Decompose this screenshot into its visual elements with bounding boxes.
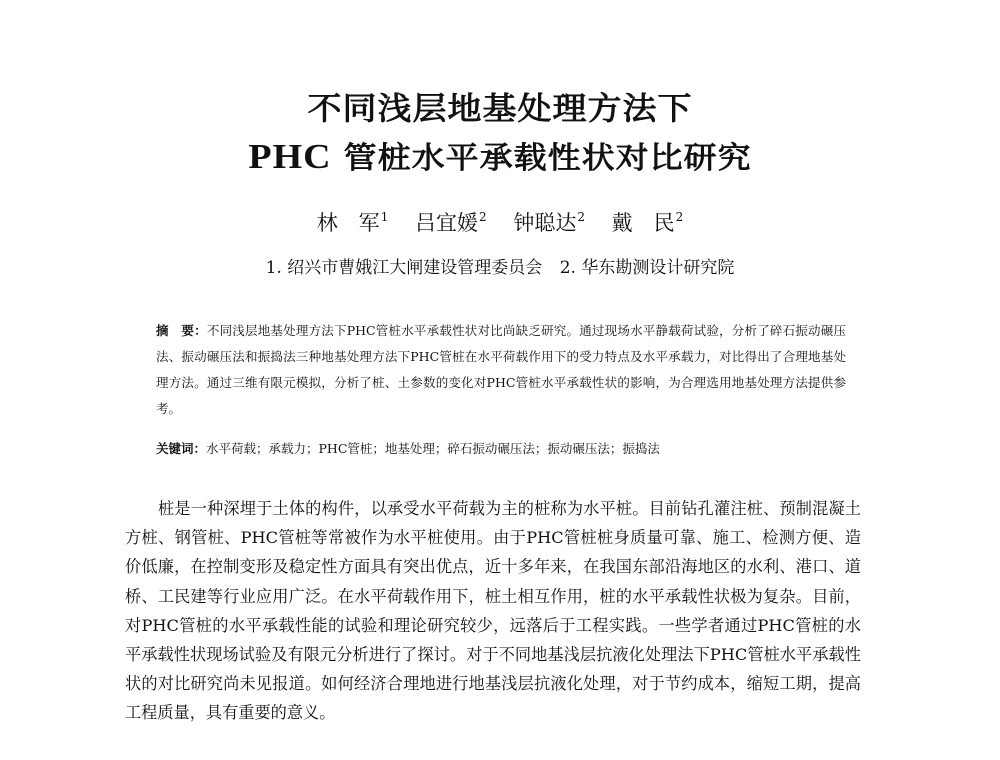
affiliation: 1. 绍兴市曹娥江大闸建设管理委员会 [265,258,543,278]
keywords-text: 水平荷载；承载力；PHC管桩；地基处理；碎石振动碾压法；振动碾压法；振捣法 [206,441,660,456]
author: 戴 民$^2$ [611,210,684,235]
abstract-text: 不同浅层地基处理方法下PHC管桩水平承载性状对比尚缺乏研究。通过现场水平静载荷试验，分析了碎石振动碾压法、振动碾压法和振捣法三种地基处理方法下PHC管桩在水平荷载作用下的受力特点及水平承载力，对比得出了合理地基处理方法。通过三维有限元模拟，分析了桩、土参数的变化对PHC管桩水平承载性状的影响，为合理选用地基处理方法提供参考。 [156,323,846,416]
title-line-1: 不同浅层地基处理方法下 [307,90,693,128]
keywords [156,436,846,462]
author-list [0,202,1000,238]
title-rest-part: 管桩水平承载性状对比研究 [343,139,752,176]
affiliation-list [0,254,1000,282]
paper-title [0,86,1000,181]
body-paragraph: 桩是一种深埋于土体的构件，以承受水平荷载为主的桩称为水平桩。目前钻孔灌注桩、预制混凝土方桩、钢管桩、PHC管桩等常被作为水平桩使用。由于PHC管桩桩身质量可靠、施工、检测方便、造价低廉，在控制变形及稳定性方面具有突出优点，近十多年来，在我国东部沿海地区的水利、港口、道桥、工民建等行业应用广泛。在水平荷载作用下，桩土相互作用，桩的水平承载性状极为复杂。目前，对PHC管桩的水平承载性能的试验和理论研究较少，远落后于工程实践。一些学者通过PHC管桩的水平承载性状现场试验及有限元分析进行了探讨。对于不同地基浅层抗液化处理法下PHC管桩水平承载性状的对比研究尚未见报道。如何经济合理地进行地基浅层抗液化处理，对于节约成本，缩短工期，提高工程质量，具有重要的意义。 [125,499,861,723]
abstract-label: 摘 要： [156,323,207,338]
author: 吕宜媛$^2$ [415,210,487,235]
author: 钟聪达$^2$ [513,210,585,235]
abstract [156,318,846,422]
keywords-label: 关键词： [156,441,207,456]
title-line-2 [0,136,1000,179]
affiliation: 2. 华东勘测设计研究院 [559,258,735,278]
author: 林 军$^1$ [316,210,389,235]
title-latin-part: PHC [248,137,332,177]
